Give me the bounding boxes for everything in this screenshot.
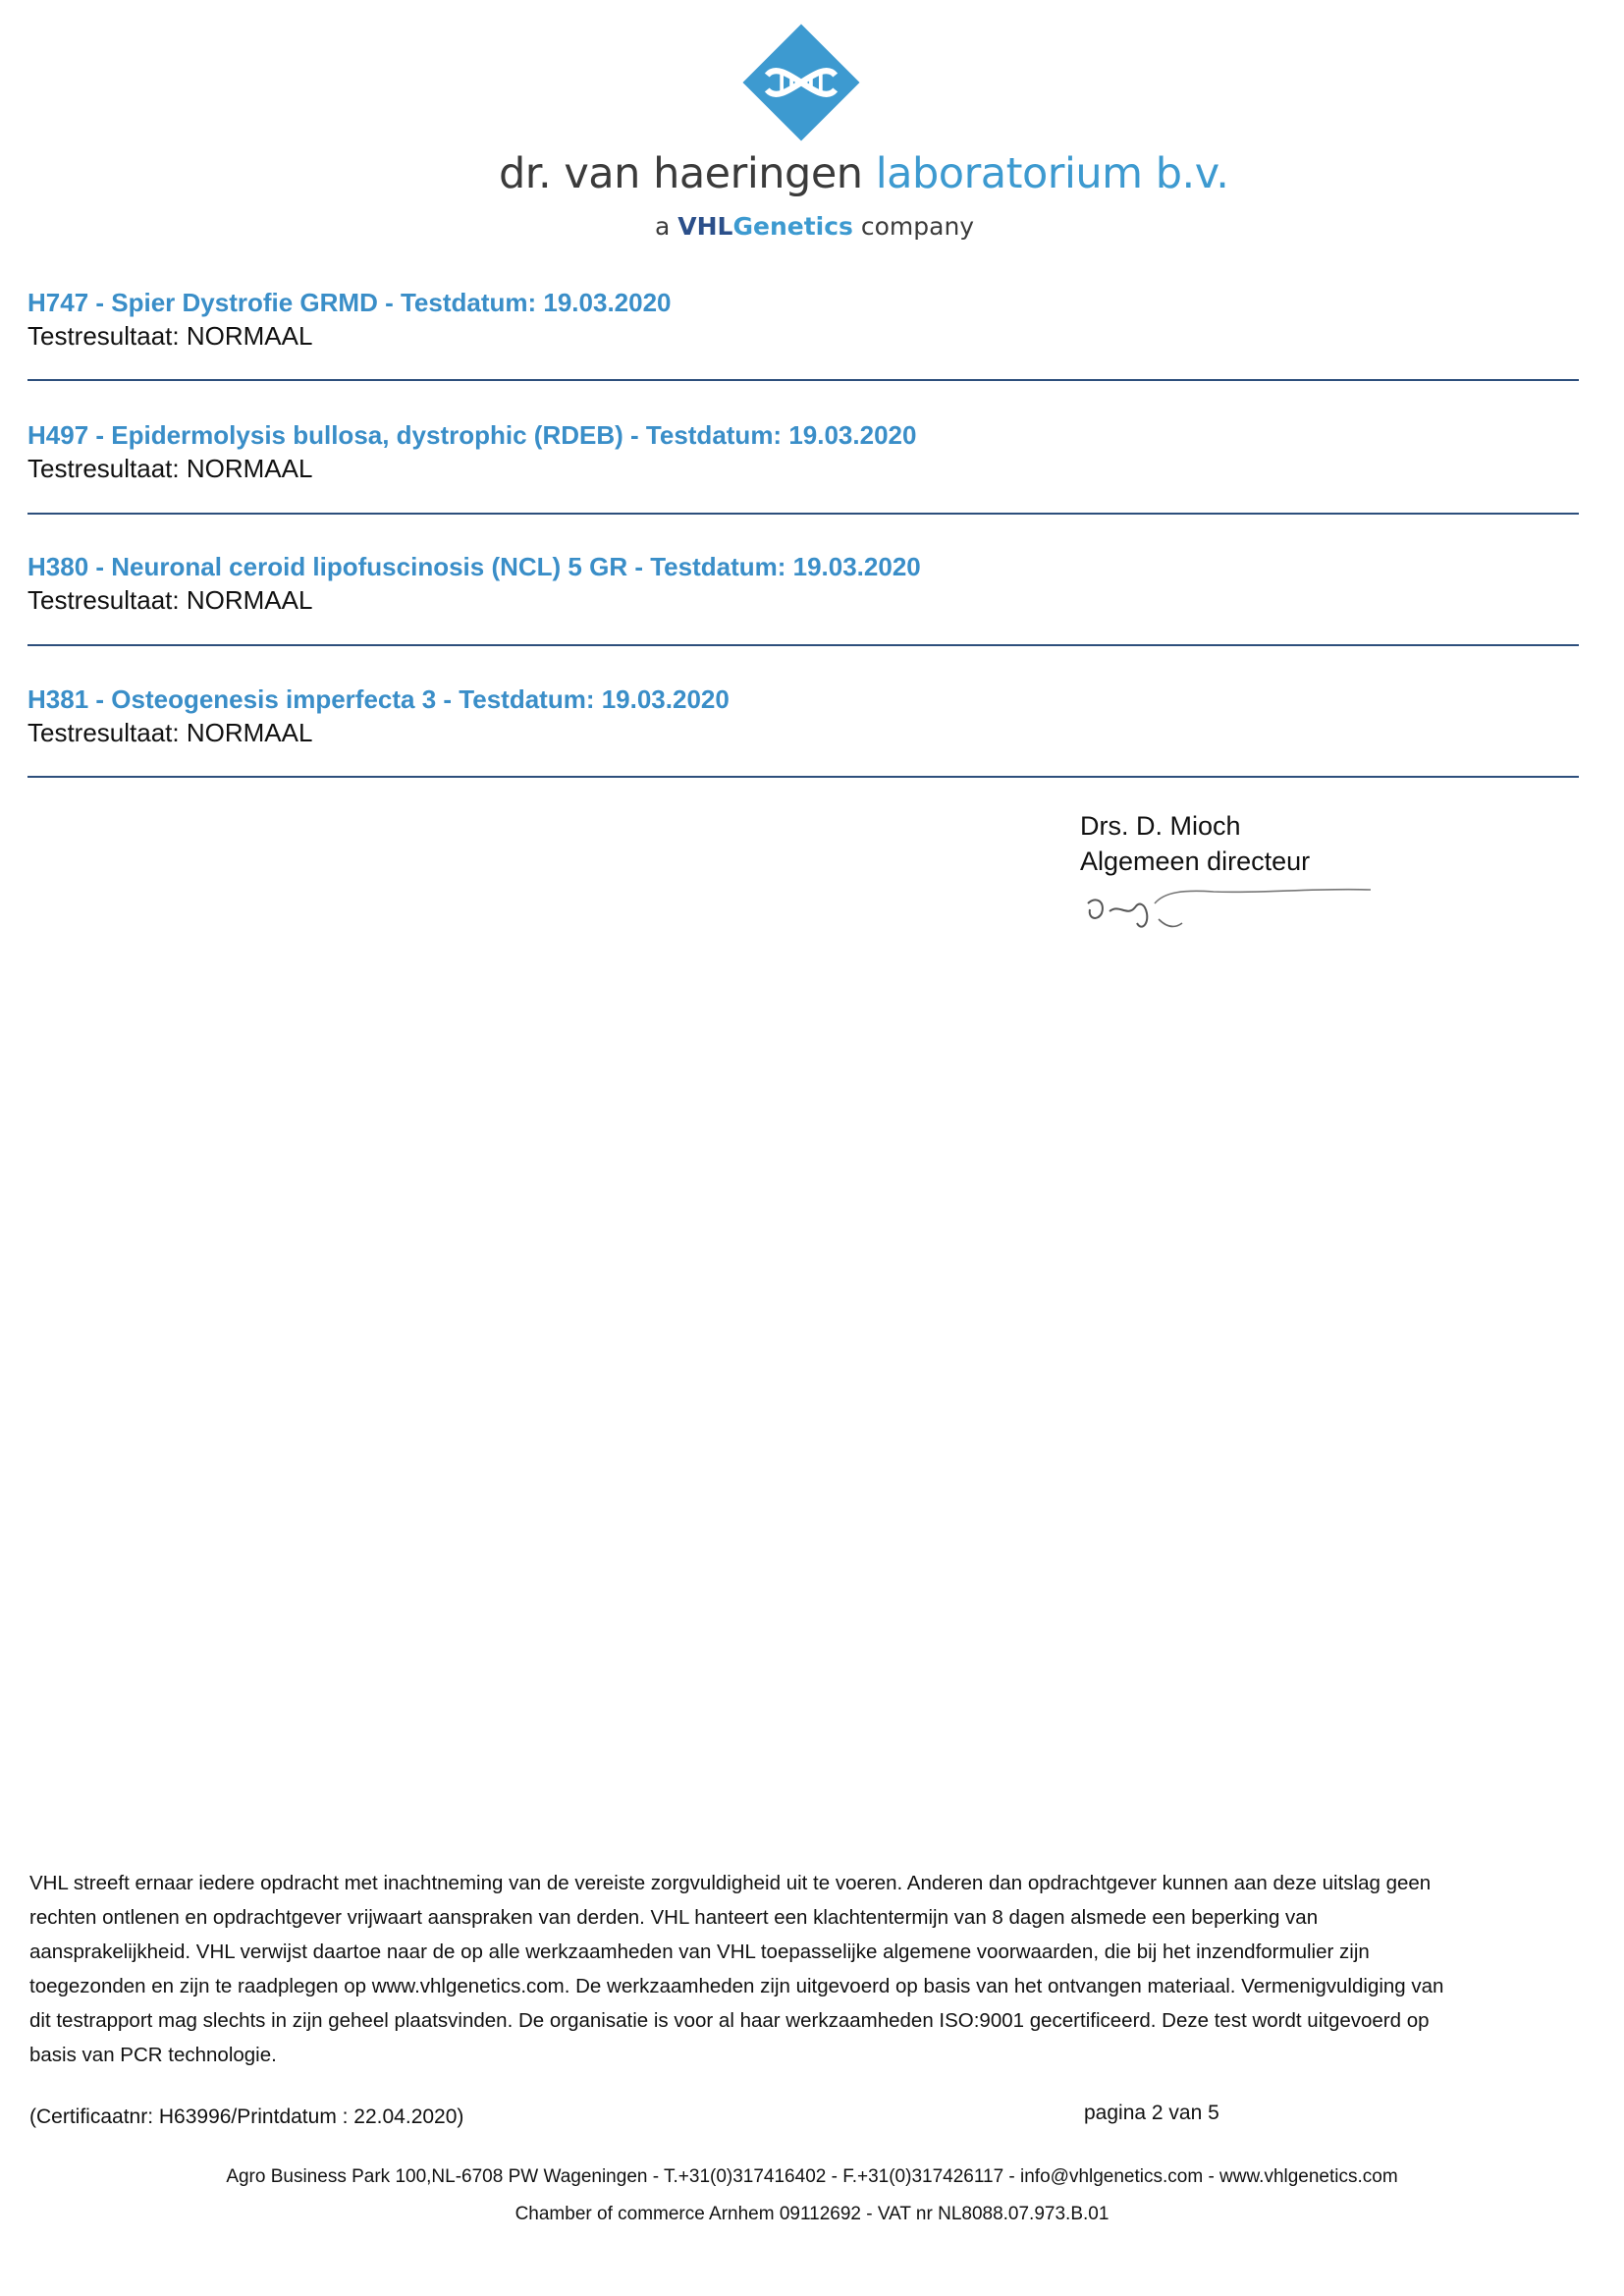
disclaimer-text: VHL streeft ernaar iedere opdracht met inachtneming van de vereiste zorgvuldigheid uit te voeren. Anderen dan opdrachtgever kunnen aan deze uitslag geen rechten ontlenen en opdrachtgever vrijwaart aanspraken van derden. VHL hanteert een klachtentermijn van 8 dagen alsmede een beperking van aansprakelijkheid. VHL verwijst daartoe naar de op alle werkzaamheden van VHL toepasselijke algemene voorwaarden, die bij het inzendformulier zijn toegezonden en zijn te raadplegen op www.vhlgenetics.com. De werkzaamheden zijn uitgevoerd op basis van het ontvangen materiaal. Vermenigvuldiging van dit testrapport mag slechts in zijn geheel plaatsvinden. De organisatie is voor al haar werkzaamheden ISO:9001 gecertificeerd. Deze test wordt uitgevoerd op basis van PCR technologie. [29, 1872, 1444, 2066]
test-result-block [27, 418, 1579, 485]
test-result-line [27, 716, 1579, 749]
signer-name: Drs. D. Mioch [1080, 811, 1241, 841]
section-divider [27, 776, 1579, 778]
test-result-value: NORMAAL [186, 585, 313, 615]
company-name-laboratorium: laboratorium b.v. [875, 149, 1229, 198]
test-result-line [27, 319, 1579, 353]
section-divider [27, 379, 1579, 381]
test-title: H380 - Neuronal ceroid lipofuscinosis (NCL) 5 GR - Testdatum: 19.03.2020 [27, 552, 921, 581]
tagline-suffix: company [852, 212, 975, 241]
tagline-vhl: VHL [677, 212, 733, 241]
test-title: H497 - Epidermolysis bullosa, dystrophic (RDEB) - Testdatum: 19.03.2020 [27, 420, 917, 450]
company-tagline [655, 212, 974, 241]
page-number: pagina 2 van 5 [1084, 2102, 1219, 2124]
test-result-block [27, 550, 1579, 617]
test-result-block [27, 286, 1579, 353]
section-divider [27, 513, 1579, 515]
footer-chamber-of-commerce: Chamber of commerce Arnhem 09112692 - VAT nr NL8088.07.973.B.01 [514, 2204, 1110, 2224]
test-result-value: NORMAAL [186, 718, 313, 747]
handwritten-signature [1076, 874, 1380, 953]
certificate-line: (Certificaatnr: H63996/Printdatum : 22.04.2020) [29, 2105, 464, 2128]
company-name [499, 149, 1228, 198]
test-result-label: Testresultaat: [27, 585, 180, 615]
footer-address: Agro Business Park 100,NL-6708 PW Wageningen - T.+31(0)317416402 - F.+31(0)317426117 - info@vhlgenetics.com - www.vhlgenetics.com [226, 2166, 1398, 2187]
test-result-label: Testresultaat: [27, 321, 180, 351]
dna-diamond-logo-icon [740, 22, 862, 143]
test-result-line [27, 452, 1579, 485]
section-divider [27, 644, 1579, 646]
test-result-value: NORMAAL [186, 454, 313, 483]
tagline-genetics: Genetics [732, 212, 853, 241]
test-result-line [27, 583, 1579, 617]
test-title: H381 - Osteogenesis imperfecta 3 - Testdatum: 19.03.2020 [27, 684, 730, 714]
test-title: H747 - Spier Dystrofie GRMD - Testdatum: 19.03.2020 [27, 288, 672, 317]
test-result-label: Testresultaat: [27, 718, 180, 747]
test-result-block [27, 683, 1579, 749]
test-result-value: NORMAAL [186, 321, 313, 351]
tagline-prefix: a [655, 212, 678, 241]
company-name-main: dr. van haeringen [499, 149, 876, 198]
test-result-label: Testresultaat: [27, 454, 180, 483]
signer-role: Algemeen directeur [1080, 847, 1311, 876]
